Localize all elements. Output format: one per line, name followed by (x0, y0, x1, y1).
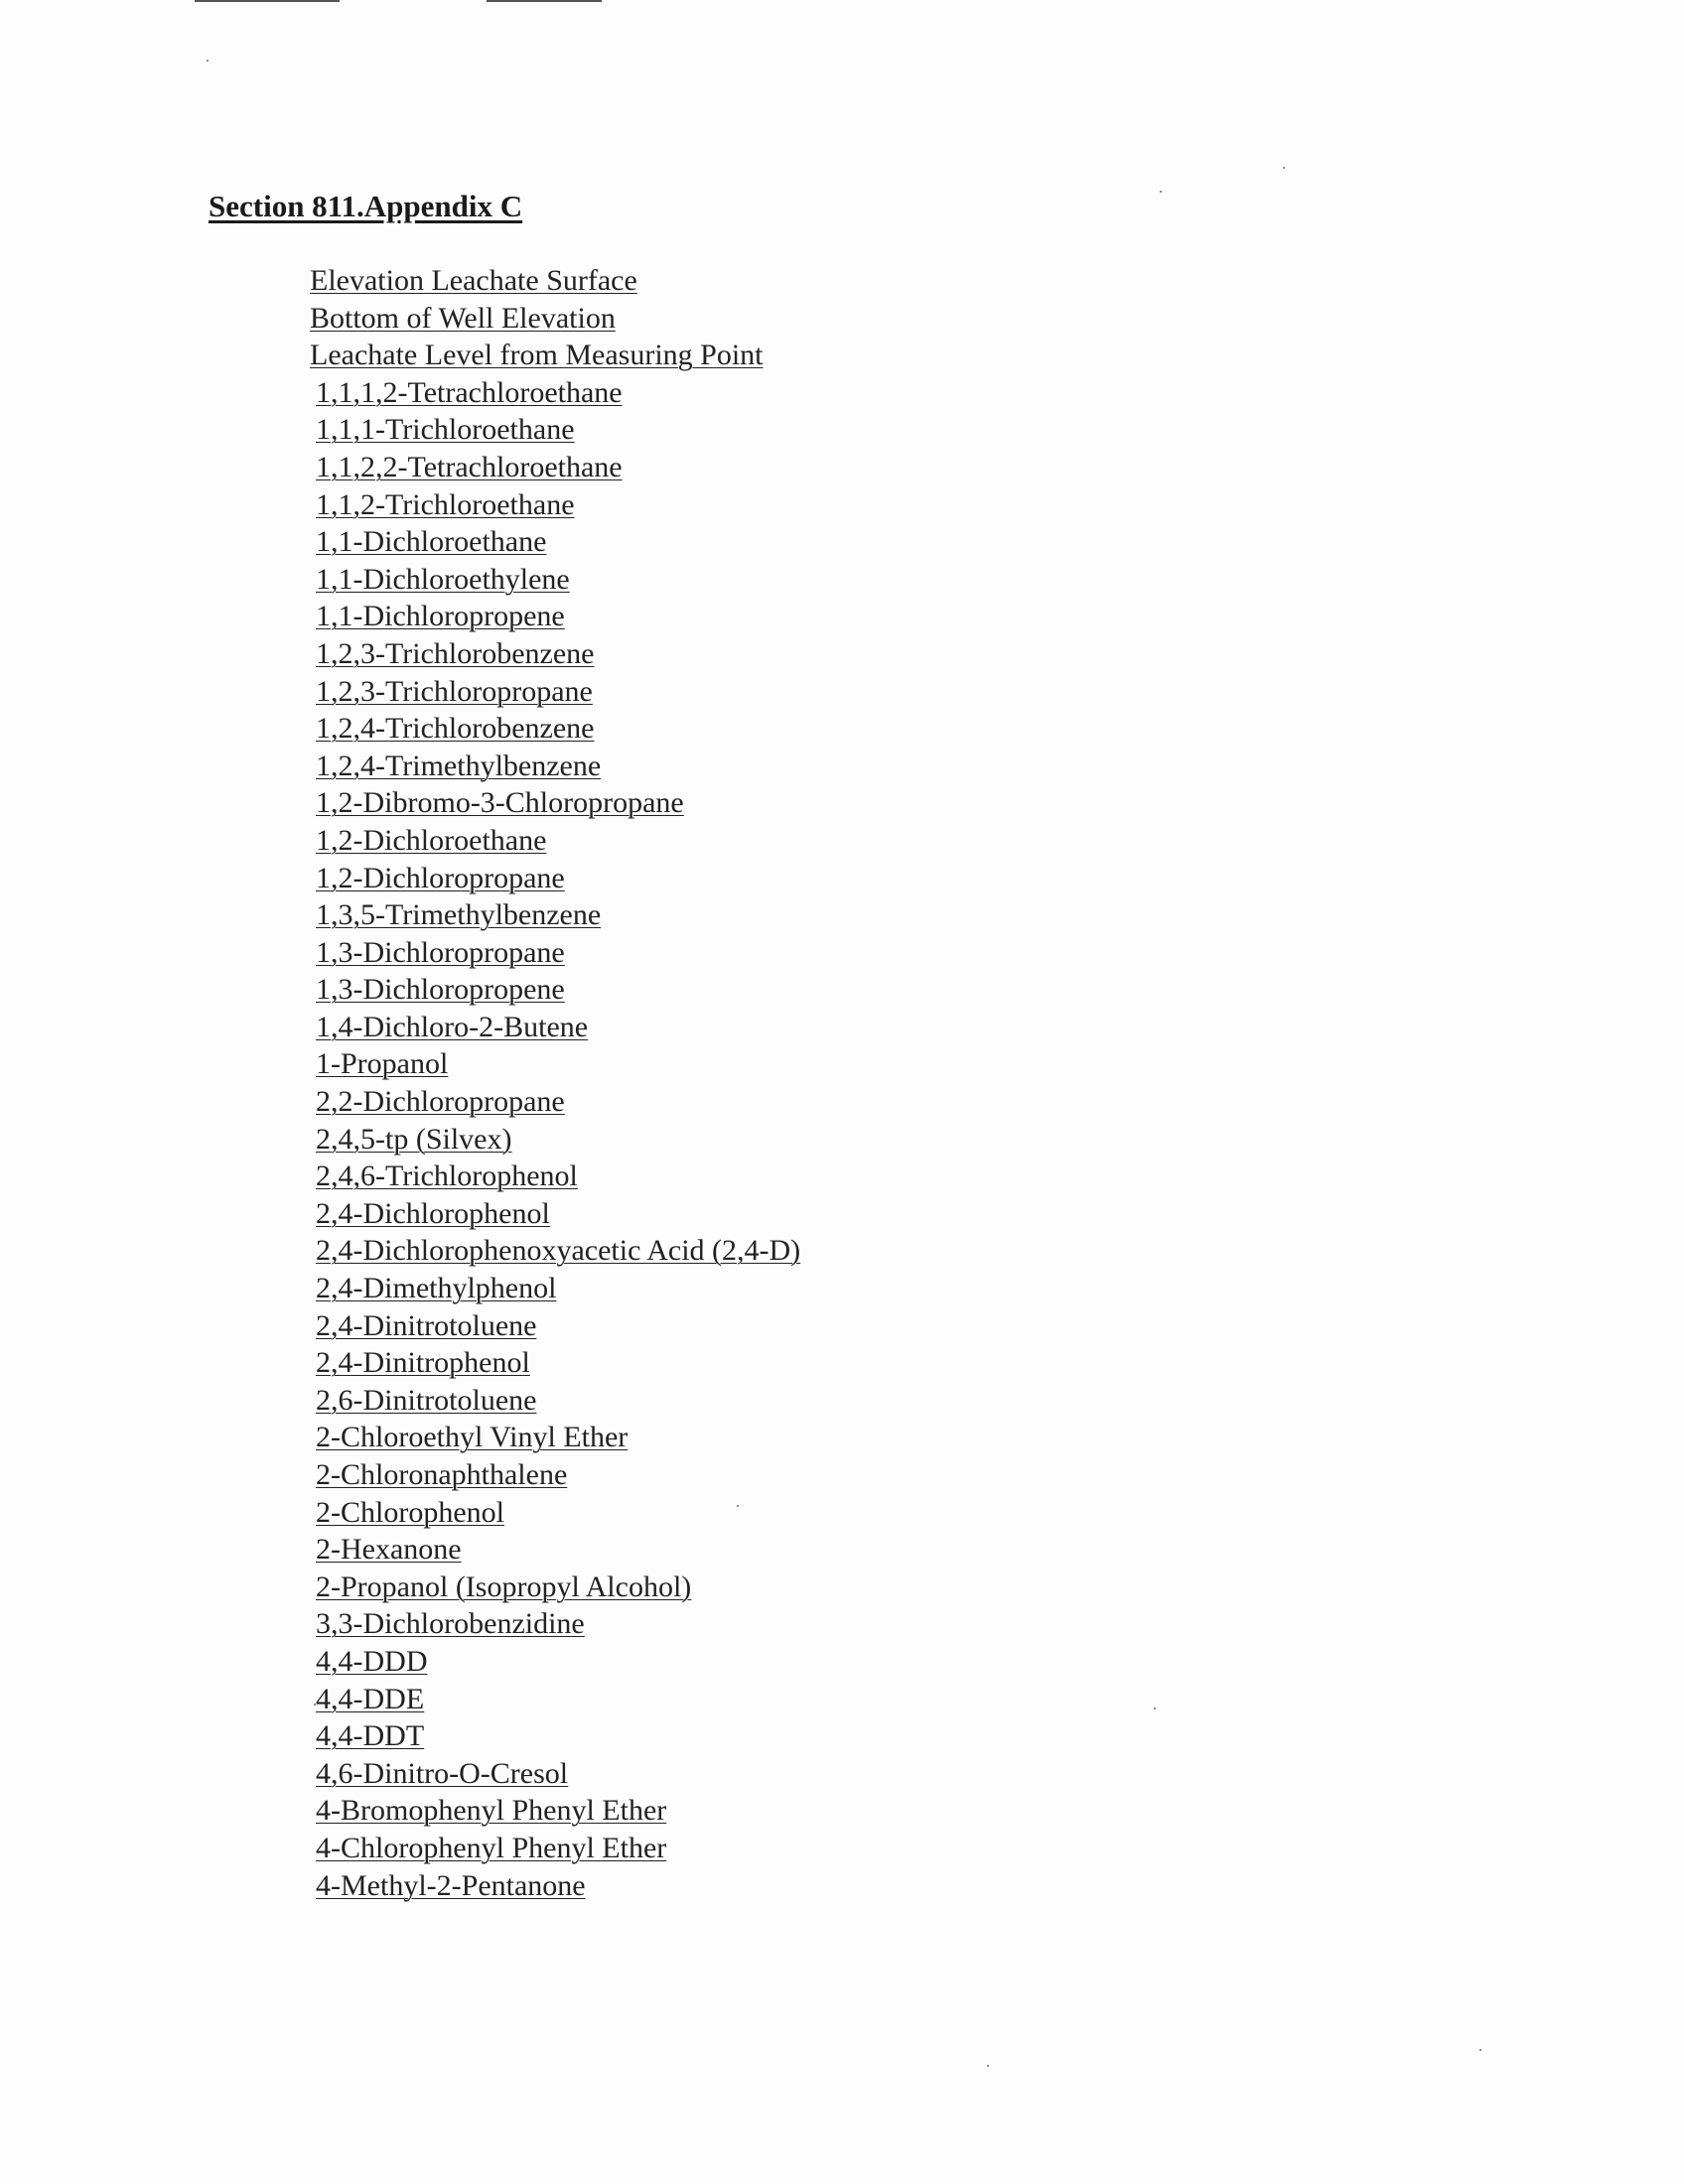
scan-speck (1154, 1707, 1156, 1709)
scan-speck (1479, 2049, 1481, 2051)
list-item: 1,1,2,2-Tetrachloroethane (316, 450, 623, 483)
list-item: 4,4-DDE (316, 1682, 425, 1715)
list-item: 3,3-Dichlorobenzidine (316, 1607, 585, 1641)
list-item: 1-Propanol (316, 1047, 449, 1081)
list-item: 2,4,6-Trichlorophenol (316, 1160, 578, 1193)
list-item: 2,4-Dimethylphenol (316, 1272, 557, 1305)
list-item: 4-Methyl-2-Pentanone (316, 1868, 586, 1902)
list-item: Bottom of Well Elevation (310, 301, 616, 335)
list-item: 1,1-Dichloroethylene (316, 562, 570, 596)
list-item: 1,2-Dichloroethane (316, 823, 547, 857)
list-item: 2,4-Dinitrophenol (316, 1346, 530, 1380)
scan-artifact-rule (195, 0, 340, 2)
list-item: 4,4-DDT (316, 1719, 425, 1753)
list-item: 4-Chlorophenyl Phenyl Ether (316, 1831, 667, 1864)
list-item: 1,2,4-Trichlorobenzene (316, 712, 595, 746)
list-item: 2,4-Dichlorophenol (316, 1196, 550, 1230)
section-heading: Section 811.Appendix C (209, 189, 523, 223)
list-item: 1,2,3-Trichloropropane (316, 674, 593, 708)
list-item: 1,4-Dichloro-2-Butene (316, 1010, 589, 1043)
list-item: Elevation Leachate Surface (310, 264, 637, 297)
scan-speck (1283, 167, 1285, 169)
list-item: 1,3,5-Trimethylbenzene (316, 898, 602, 932)
scan-speck (1160, 191, 1162, 193)
list-item: 2-Hexanone (316, 1533, 462, 1567)
scan-speck (207, 60, 209, 62)
list-item: 1,3-Dichloropropane (316, 935, 565, 969)
list-item: 1,2,3-Trichlorobenzene (316, 636, 595, 670)
list-item: 2-Chloronaphthalene (316, 1458, 568, 1491)
list-item: 4-Bromophenyl Phenyl Ether (316, 1794, 667, 1828)
list-item: 2,2-Dichloropropane (316, 1085, 565, 1119)
list-item: 1,2,4-Trimethylbenzene (316, 749, 602, 782)
list-item: 4,6-Dinitro-O-Cresol (316, 1756, 569, 1790)
list-item: 1,1,1,2-Tetrachloroethane (316, 375, 623, 409)
list-item: 2,4-Dinitrotoluene (316, 1308, 537, 1342)
list-item: 2-Chlorophenol (316, 1495, 504, 1529)
constituent-list (310, 262, 800, 1904)
list-item: 1,1,1-Trichloroethane (316, 413, 575, 447)
list-item: 4,4-DDD (316, 1644, 428, 1678)
list-item: Leachate Level from Measuring Point (310, 339, 764, 372)
list-item: 2,4-Dichlorophenoxyacetic Acid (2,4-D) (316, 1234, 801, 1268)
list-item: 1,1-Dichloroethane (316, 525, 547, 559)
list-item: 1,2-Dichloropropane (316, 861, 565, 894)
list-item: 2-Chloroethyl Vinyl Ether (316, 1421, 629, 1454)
list-item: 1,1-Dichloropropene (316, 600, 565, 633)
list-item: 1,3-Dichloropropene (316, 973, 565, 1007)
list-item: 2,4,5-tp (Silvex) (316, 1122, 512, 1156)
list-item: 1,1,2-Trichloroethane (316, 487, 575, 521)
scan-speck (987, 2065, 989, 2067)
list-item: 2,6-Dinitrotoluene (316, 1383, 537, 1417)
list-item: 1,2-Dibromo-3-Chloropropane (316, 786, 684, 820)
scan-artifact-rule (487, 0, 602, 2)
list-item: 2-Propanol (Isopropyl Alcohol) (316, 1570, 692, 1603)
